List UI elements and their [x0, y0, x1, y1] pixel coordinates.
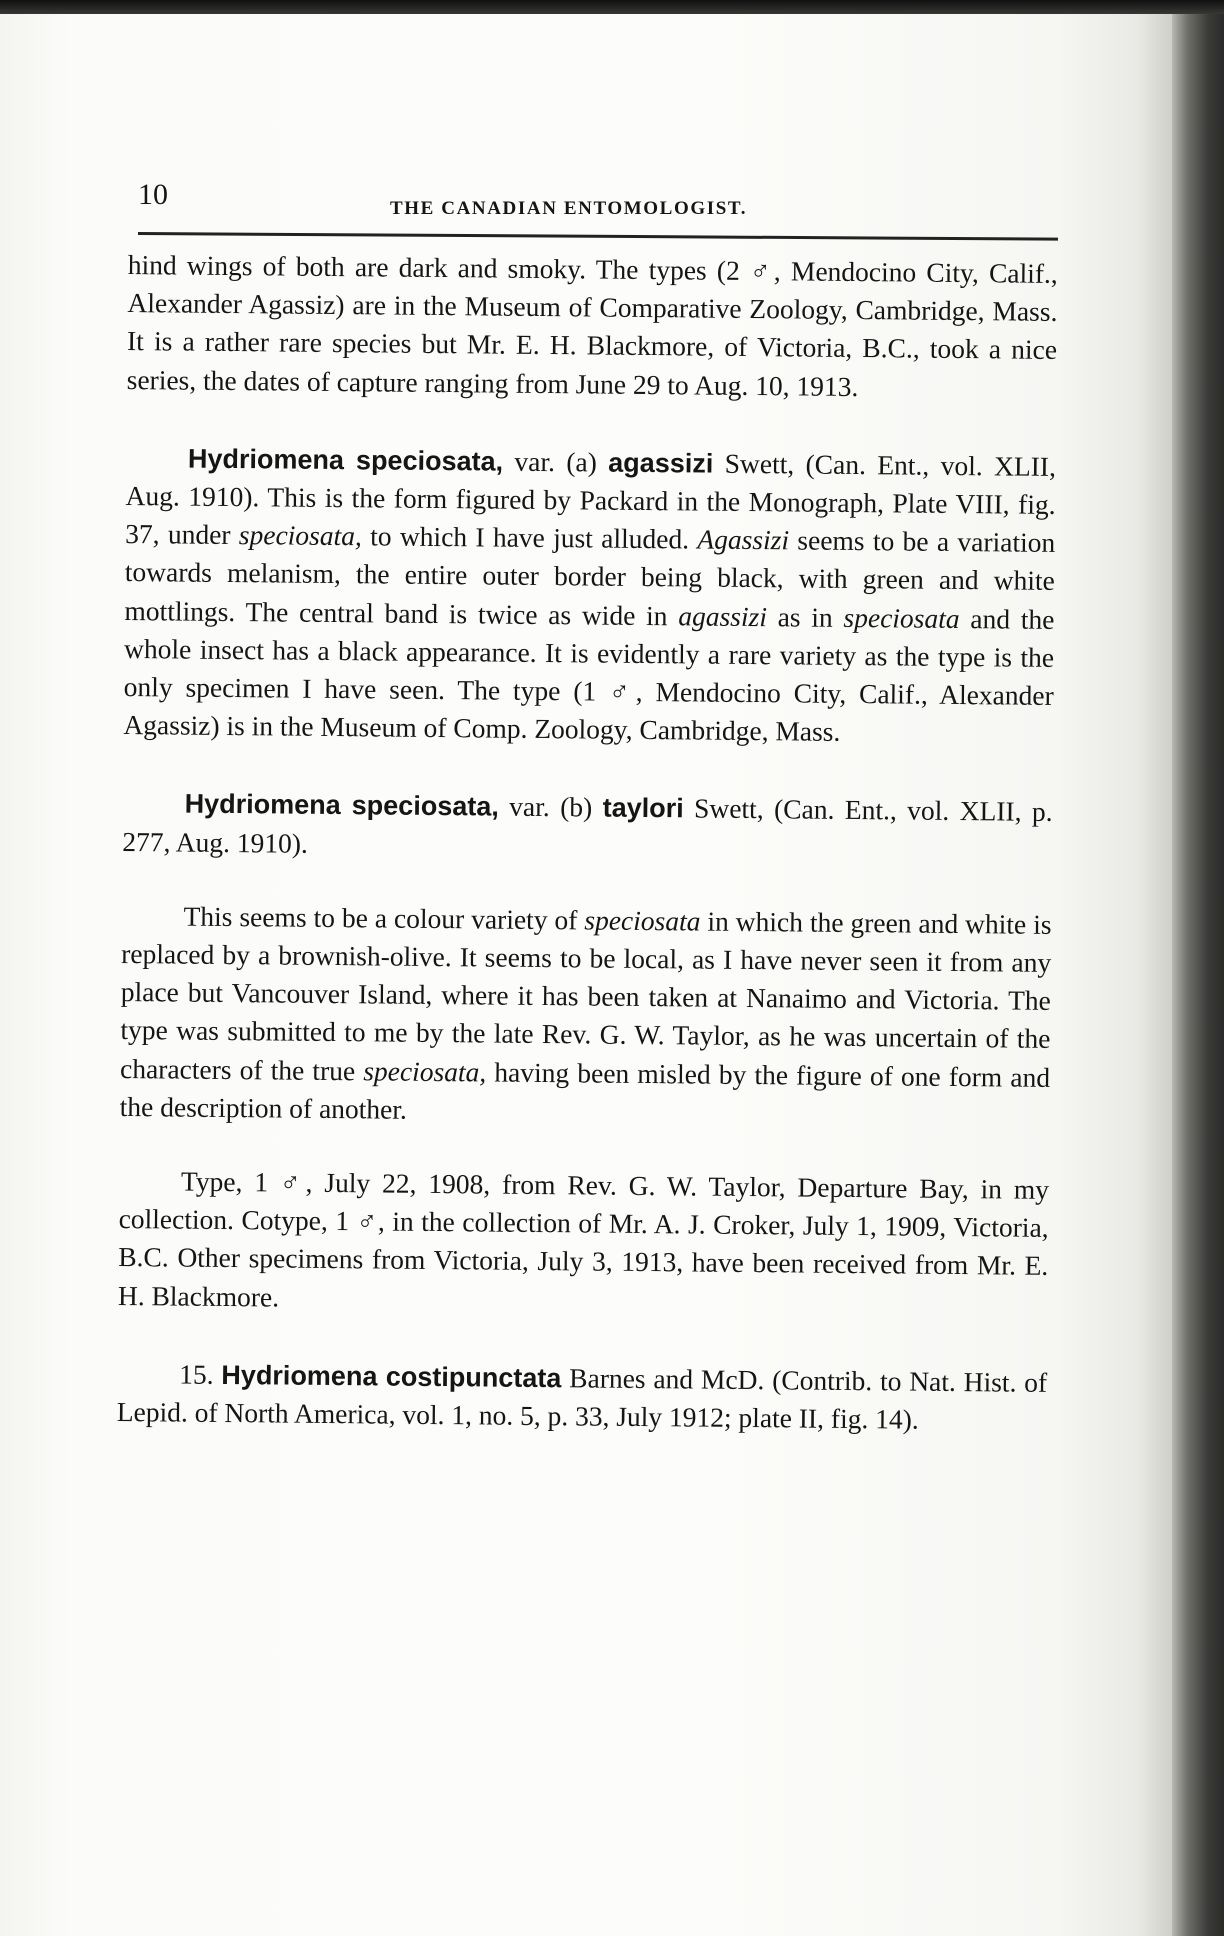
page-header	[128, 176, 1058, 226]
paragraph-text: Type, 1 ♂, July 22, 1908, from Rev. G. W. Taylor, Departure Bay, in my collection. Cotype, 1 ♂, in the collection of Mr. A. J. Croker, July 1, 1909, Victoria, B.C. Other specimens from Victoria, July 3, 1913, have been received from Mr. E. H. Blackmore.	[117, 1165, 1050, 1313]
italic-term: Agassizi	[697, 523, 790, 556]
text-run: as in	[766, 600, 844, 633]
species-name: Hydriomena speciosata,	[184, 789, 499, 823]
text-run: in which the green and white is replaced by a brownish-olive. It seems to be local, as I have never seen it from any place but Vancouver Island, where it has been taken at Nanaimo and Victoria. The type was submitted to me by the late Rev. G. W. Taylor, as he was uncertain of the characters of the true	[119, 905, 1052, 1086]
text-run: This seems to be a colour variety of	[183, 900, 585, 936]
variety-name: agassizi	[608, 447, 714, 479]
italic-term: speciosata	[584, 904, 701, 937]
paragraph-taylori-description	[120, 897, 1052, 1135]
page-edge-shadow	[1172, 14, 1224, 1936]
paragraph-type-specimens	[118, 1162, 1049, 1324]
species-name: Hydriomena speciosata,	[187, 443, 504, 477]
text-run: var. (b)	[498, 791, 603, 824]
running-title: THE CANADIAN ENTOMOLOGIST.	[390, 198, 748, 219]
text-run: Swett, (Can. Ent., vol. XLII, Aug. 1910). This is the form figured by Packard in the Monograph, Plate VIII, fig. 37, under	[125, 447, 1057, 551]
italic-term: speciosata,	[363, 1054, 487, 1088]
variety-name: taylori	[602, 793, 684, 824]
text-run: to which I have just alluded.	[361, 520, 698, 555]
paragraph-text: hind wings of both are dark and smoky. The types (2 ♂, Mendocino City, Calif., Alexander Agassiz) are in the Museum of Comparative Zoology, Cambridge, Mass. It is a rather rare species but Mr. E. H. Blackmore, of Victoria, B.C., took a nice series, the dates of capture ranging from June 29 to Aug. 10, 1913.	[126, 248, 1058, 402]
italic-term: speciosata	[843, 601, 960, 634]
species-name: Hydriomena costipunctata	[221, 1359, 562, 1394]
page-number: 10	[138, 178, 168, 211]
italic-term: speciosata,	[238, 519, 363, 552]
text-run: Swett, (Can. Ent., vol. XLII, p. 277, Aug. 1910).	[122, 792, 1053, 859]
species-number: 15.	[179, 1358, 214, 1390]
text-run: having been misled by the figure of one form and the description of another.	[119, 1056, 1051, 1125]
italic-term: agassizi	[678, 599, 768, 632]
text-run: var. (a)	[502, 445, 609, 478]
article-body	[117, 246, 1058, 1440]
paragraph-taylori-heading	[122, 784, 1053, 869]
text-run: Barnes and McD. (Contrib. to Nat. Hist. of Lepid. of North America, vol. 1, no. 5, p. 33, July 1912; plate II, fig. 14).	[116, 1362, 1048, 1435]
paragraph-costipunctata	[117, 1355, 1048, 1440]
text-run: and the whole insect has a black appearance. It is evidently a rare variety as the type is the only specimen I have seen. The type (1 ♂, Mendocino City, Calif., Alexander Agassiz) is in the Museum of Comp. Zoology, Cambridge, Mass.	[123, 602, 1055, 748]
text-run: seems to be a variation towards melanism, the entire outer border being black, with green and white mottlings. The central band is twice as wide in	[124, 524, 1056, 631]
paragraph-agassizi	[123, 439, 1056, 754]
paragraph-continuation	[127, 246, 1058, 408]
page-content	[116, 176, 1058, 1435]
